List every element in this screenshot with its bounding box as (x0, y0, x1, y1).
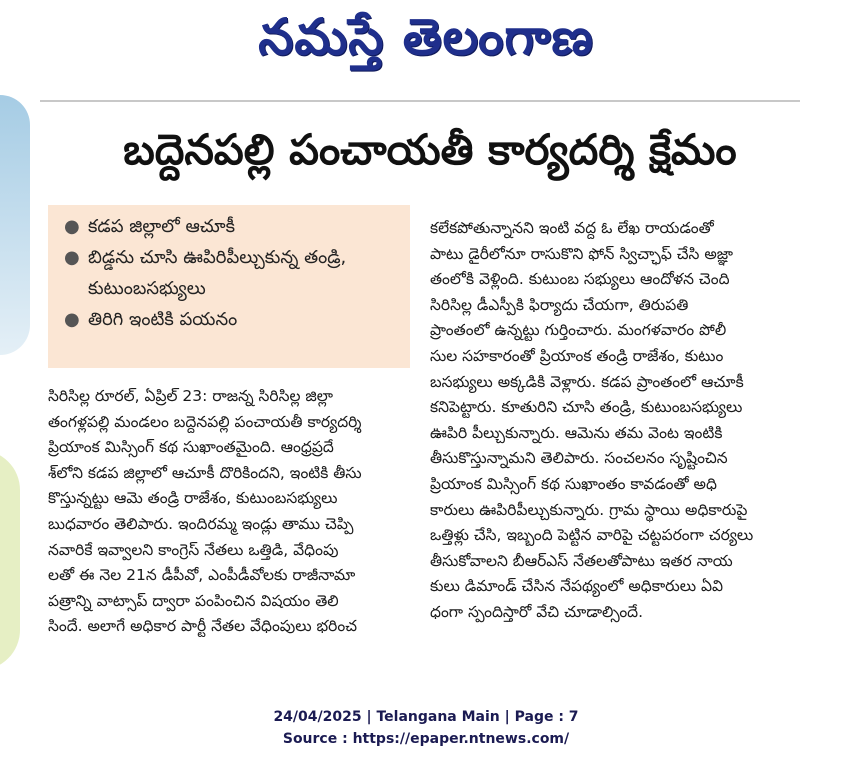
article-line: పత్రాన్ని వాట్సాప్‌ ద్వారా పంపించిన విషయం తెలి (48, 591, 339, 610)
masthead-logo-text: నమస్తే తెలంగాణ (258, 8, 594, 66)
decorative-green-arc (0, 450, 20, 670)
article-line: ప్రాంతంలో ఉన్నట్టు గుర్తించారు. మంగళవారం పోలీ (430, 321, 727, 340)
article-line: కలేకపోతున్నానని ఇంటి వద్ద ఓ లేఖ రాయడంతో (430, 219, 714, 237)
highlight-text: కడప జిల్లాలో ఆచూకీ (88, 216, 236, 237)
article-line: నవారికే ఇవ్వాలని కాంగ్రెస్‌ నేతలు ఒత్తిడి, వేధింపు (48, 540, 339, 559)
article-line: బుధవారం తెలిపారు. ఇందిరమ్మ ఇండ్లు తాము చెప్పి (48, 514, 354, 533)
article-line: సిందే. అలాగే అధికార పార్టీ నేతల వేధింపులు భరించ (48, 617, 358, 636)
highlight-item (62, 304, 400, 335)
decorative-blue-arc (0, 95, 30, 355)
article-line: లతో ఈ నెల 21న డీపీవో, ఎంపీడీవోలకు రాజీనామా (48, 566, 356, 585)
article-line: తీసుకొస్తున్నామని తెలిపారు. సంచలనం సృష్టించిన (430, 449, 728, 468)
highlight-item (62, 211, 400, 242)
highlight-item (62, 242, 400, 304)
highlights-box (48, 205, 410, 368)
highlight-text: బిడ్డను చూసి ఊపిరిపీల్చుకున్న తండ్రి, కుటుంబసభ్యులు (88, 247, 347, 299)
page-footer (0, 706, 852, 750)
article-line: ఒత్తిళ్లు చేసి, ఇబ్బంది పెట్టిన వారిపై చట్టపరంగా చర్యలు (430, 526, 754, 545)
article-line: ప్రియాంక మిస్సింగ్‌ కథ సుఖాంతం కావడంతో అధి (430, 474, 717, 493)
article-line: సుల సహకారంతో ప్రియాంక తండ్రి రాజేశం, కుటుం (430, 346, 724, 365)
article-line: శ్‌లోని కడప జిల్లాలో ఆచూకీ దొరికిందని, ఇంటికి తీసు (48, 463, 362, 482)
article-line: బసభ్యులు అక్కడికి వెళ్లారు. కడప ప్రాంతంలో ఆచూకీ (430, 372, 744, 391)
article-column-left (48, 384, 412, 640)
article-line: తంగళ్లపల్లి మండలం బద్దెనపల్లి పంచాయతీ కార్యదర్శి (48, 412, 362, 431)
article-line: కులు డిమాండ్‌ చేసిన నేపథ్యంలో అధికారులు ఏవి (430, 577, 724, 596)
article-line: ధంగా స్పందిస్తారో వేచి చూడాల్సిందే. (430, 602, 644, 621)
article-line: ప్రియాంక మిస్సింగ్‌ కథ సుఖాంతమైంది. ఆంధ్రప్రదే (48, 438, 334, 457)
bullet-icon: ● (64, 247, 80, 268)
article-line: కొస్తున్నట్టు ఆమె తండ్రి రాజేశం, కుటుంబసభ్యులు (48, 489, 338, 508)
article-line: తంలోకి వెళ్లింది. కుటుంబ సభ్యులు ఆందోళన చెంది (430, 270, 730, 289)
bullet-icon: ● (64, 216, 80, 237)
article-line: సిరిసిల్ల డీఎస్పీకి ఫిర్యాదు చేయగా, తిరుపతి (430, 295, 689, 314)
masthead-divider (40, 100, 800, 102)
article-line: కారులు ఊపిరిపీల్చుకున్నారు. గ్రామ స్థాయి అధికారుపై (430, 500, 748, 519)
newspaper-masthead (0, 0, 852, 80)
article-line: సిరిసిల్ల రూరల్‌, ఏప్రిల్‌ 23: రాజన్న సిరిసిల్ల జిల్లా (48, 387, 333, 405)
article-headline: బద్దెనపల్లి పంచాయతీ కార్యదర్శి క్షేమం (123, 125, 737, 174)
bullet-icon: ● (64, 309, 80, 330)
article-column-right (430, 216, 795, 626)
article-line: కనిపెట్టారు. కూతురిని చూసి తండ్రి, కుటుంబసభ్యులు (430, 398, 743, 417)
highlight-text: తిరిగి ఇంటికి పయనం (88, 309, 238, 330)
article-line: ఊపిరి పీల్చుకున్నారు. ఆమెను తమ వెంట ఇంటికి (430, 423, 723, 442)
footer-source-link[interactable]: Source : https://epaper.ntnews.com/ (282, 731, 570, 747)
footer-date-edition: 24/04/2025 | Telangana Main | Page : 7 (273, 709, 579, 725)
article-line: పాటు డైరీలోనూ రాసుకొని ఫోన్‌ స్విచ్ఛాఫ్‌ చేసి అజ్ఞా (430, 244, 733, 263)
article-line: తీసుకోవాలని బీఆర్‌ఎస్‌ నేతలతోపాటు ఇతర నాయ (430, 551, 733, 570)
